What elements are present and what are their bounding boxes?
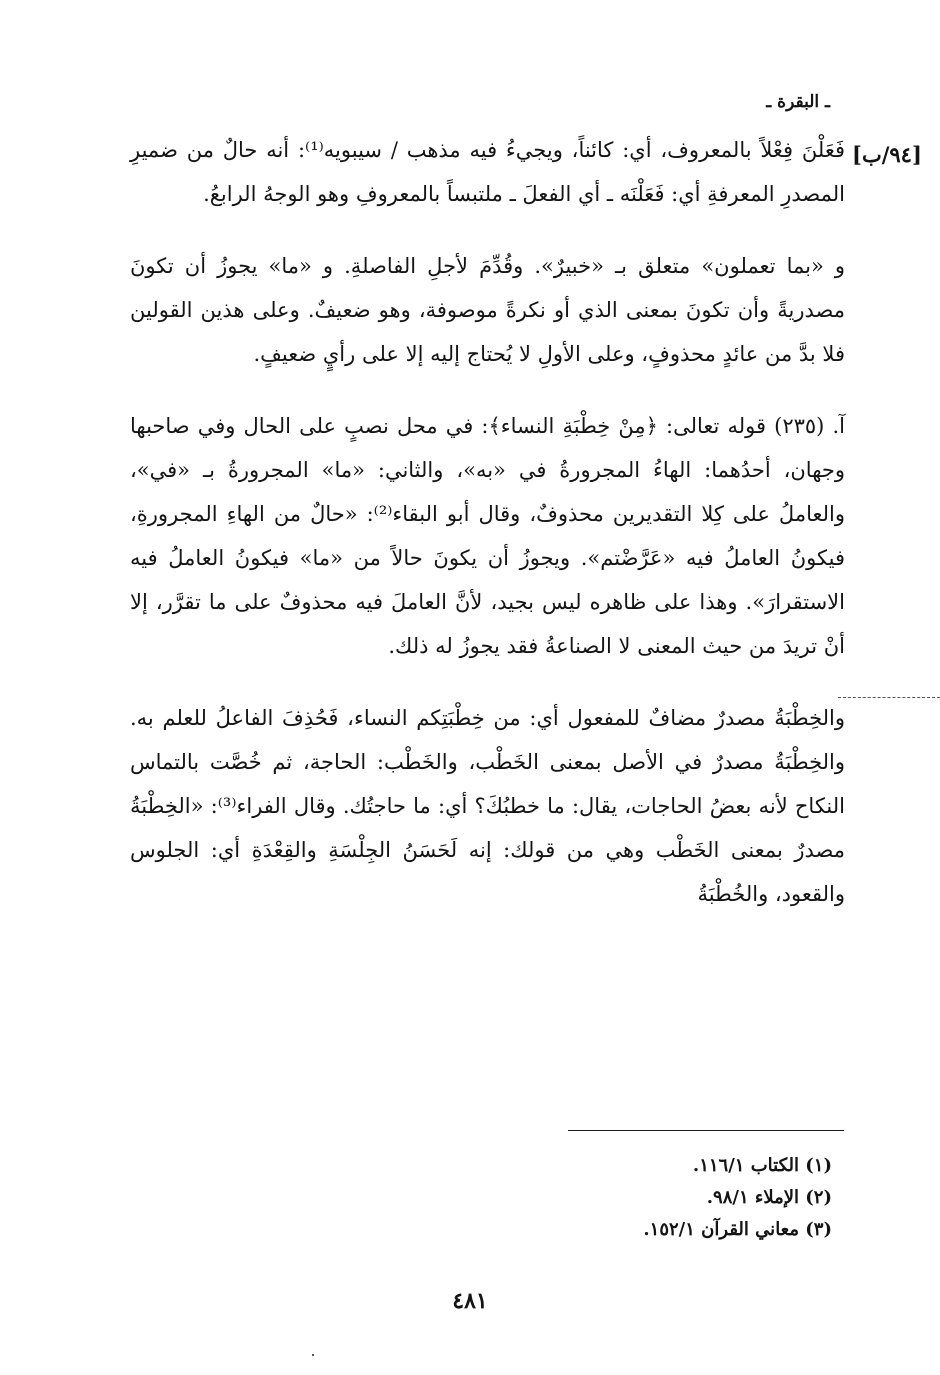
footnote-separator — [568, 1130, 844, 1131]
page-number: ٤٨١ — [452, 1288, 488, 1314]
margin-ruling-line — [838, 697, 940, 698]
footnote-1: (١) الكتاب ١١٦/١. — [692, 1155, 832, 1176]
main-text — [130, 128, 845, 944]
manuscript-folio-marker: [٩٤/ب] — [852, 142, 922, 167]
paragraph-1: فَعَلْنَ فِعْلاً بالمعروف، أي: كائناً، ويجيءُ فيه مذهب / سيبويه⁽¹⁾: أنه حالٌ من ضميرِ المصدرِ المعرفةِ أي: فَعَلْنَه ـ أي الفعلَ ـ ملتبساً بالمعروفِ وهو الوجهُ الرابعُ. — [130, 138, 846, 206]
footnotes — [412, 1150, 832, 1246]
footnote-3: (٣) معاني القرآن ١٥٢/١. — [643, 1219, 832, 1240]
footnote-2: (٢) الإملاء ٩٨/١. — [706, 1187, 832, 1208]
paragraph-4: والخِطْبَةُ مصدرٌ مضافٌ للمفعول أي: من خِطْبَتِكم النساء، فَحُذِفَ الفاعلُ للعلم به. والخِطْبَةُ مصدرٌ في الأصل بمعنى الخَطْب، والخَطْب: الحاجة، ثم خُصَّت بالتماس النكاح لأنه بعضُ الحاجات، يقال: ما خطبُكَ؟ أي: ما حاجتُك. وقال الفراء⁽³⁾: «الخِطْبَةُ مصدرٌ بمعنى الخَطْب وهي من قولك: إنه لَحَسَنُ الجِلْسَةِ والقِعْدَةِ أي: الجلوس والقعود، والخُطْبَةُ — [130, 706, 845, 906]
scan-speck — [312, 1354, 314, 1356]
running-header: ـ البقرة ـ — [766, 92, 830, 112]
paragraph-3: آ. (٢٣٥) قوله تعالى: ﴿مِنْ خِطْبَةِ النساء﴾: في محل نصبٍ على الحال وفي صاحبها وجهان، أحدُهما: الهاءُ المجرورةُ في «به»، والثاني: «ما» المجرورةُ بـ «في»، والعاملُ على كِلا التقديرين محذوفٌ، وقال أبو البقاء⁽²⁾: «حالٌ من الهاءِ المجرورةِ، فيكونُ العاملُ فيه «عَرَّضْتم». ويجوزُ أن يكونَ حالاً من «ما» فيكونُ العاملُ فيه الاستقرارَ». وهذا على ظاهره ليس بجيد، لأنَّ العاملَ فيه محذوفٌ على ما تقرَّر، إلا أنْ تريدَ من حيث المعنى لا الصناعةُ فقد يجوزُ له ذلك. — [130, 414, 845, 658]
paragraph-2: و «بما تعملون» متعلق بـ «خبيرٌ». وقُدِّمَ لأجلِ الفاصلةِ. و «ما» يجوزُ أن تكونَ مصدريةً وأن تكونَ بمعنى الذي أو نكرةً موصوفة، وهو ضعيفٌ. وعلى هذين القولين فلا بدَّ من عائدٍ محذوفٍ، وعلى الأولِ لا يُحتاج إليه إلا على رأيٍ ضعيفٍ. — [130, 254, 845, 366]
